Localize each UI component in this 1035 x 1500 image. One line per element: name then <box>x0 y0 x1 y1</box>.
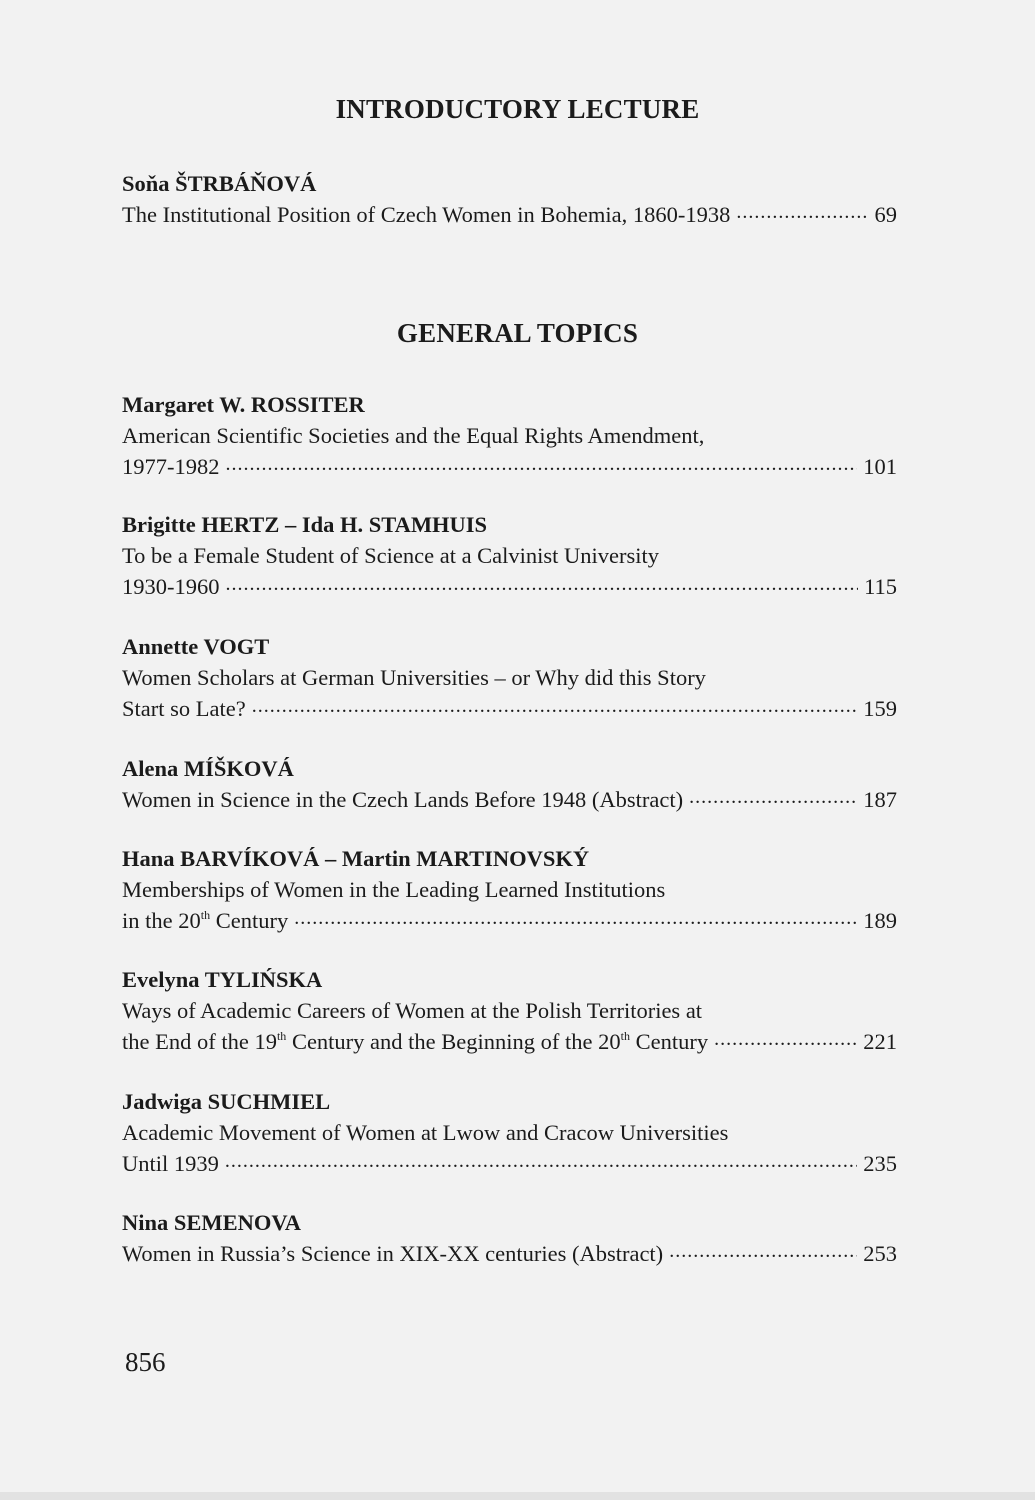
dot-leader <box>226 452 858 475</box>
entry-title-line: Until 1939 ..... 235 <box>122 1148 897 1179</box>
page-edge <box>0 1492 1035 1500</box>
entry-title-line: Academic Movement of Women at Lwow and Cracow Universities <box>122 1120 729 1145</box>
page-number: 856 <box>125 1347 166 1377</box>
entry-title-line: Women in Science in the Czech Lands Before 1948 (Abstract) ..... 187 <box>122 784 897 815</box>
dot-leader <box>669 1239 857 1262</box>
entry-author: Jadwiga SUCHMIEL <box>122 1089 331 1114</box>
entry-page-number: 69 <box>874 202 897 227</box>
toc-entry <box>122 753 897 815</box>
entry-author: Alena MÍŠKOVÁ <box>122 756 294 781</box>
entry-author: Margaret W. ROSSITER <box>122 392 365 417</box>
dot-leader <box>226 572 859 595</box>
toc-entry <box>122 168 897 230</box>
toc-entry <box>122 389 897 482</box>
entry-title-line: 1930-1960 ..... 115 <box>122 571 897 602</box>
entry-page-number: 221 <box>863 1029 897 1054</box>
entry-author: Nina SEMENOVA <box>122 1210 302 1235</box>
section-heading-general: GENERAL TOPICS <box>396 318 639 348</box>
toc-entry <box>122 1086 897 1179</box>
entry-title-line: Women Scholars at German Universities – or Why did this Story <box>122 665 706 690</box>
entry-title-line: the End of the 19th Century and the Beginning of the 20th Century ..... 221 <box>122 1026 897 1057</box>
dot-leader <box>252 694 858 717</box>
entry-title-line: Start so Late? ..... 159 <box>122 693 897 724</box>
entry-title-line: To be a Female Student of Science at a Calvinist University <box>122 543 660 568</box>
entry-page-number: 187 <box>863 787 897 812</box>
entry-title-line: in the 20th Century ..... 189 <box>122 905 897 936</box>
entry-author: Annette VOGT <box>122 634 270 659</box>
dot-leader <box>736 200 868 223</box>
dot-leader <box>714 1027 857 1050</box>
entry-title-line: Women in Russia’s Science in XIX-XX centuries (Abstract) ..... 253 <box>122 1238 897 1269</box>
entry-title-line: The Institutional Position of Czech Women in Bohemia, 1860-1938 ..... 69 <box>122 199 897 230</box>
entry-title-line: American Scientific Societies and the Equal Rights Amendment, <box>122 423 705 448</box>
dot-leader <box>689 785 857 808</box>
entry-title-line: Ways of Academic Careers of Women at the Polish Territories at <box>122 998 703 1023</box>
entry-page-number: 235 <box>863 1151 897 1176</box>
section-heading-introductory: INTRODUCTORY LECTURE <box>335 94 700 124</box>
entry-page-number: 101 <box>863 454 897 479</box>
entry-page-number: 189 <box>863 908 897 933</box>
entry-author: Soňa ŠTRBÁŇOVÁ <box>122 171 317 196</box>
entry-title-line: 1977-1982 ..... 101 <box>122 451 897 482</box>
toc-entry <box>122 509 897 602</box>
entry-page-number: 115 <box>864 574 897 599</box>
toc-entry <box>122 843 897 936</box>
entry-page-number: 159 <box>863 696 897 721</box>
entry-page-number: 253 <box>863 1241 897 1266</box>
toc-entry <box>122 1207 897 1269</box>
entry-author: Brigitte HERTZ – Ida H. STAMHUIS <box>122 512 488 537</box>
dot-leader <box>225 1149 857 1172</box>
toc-entry <box>122 631 897 724</box>
entry-author: Hana BARVÍKOVÁ – Martin MARTINOVSKÝ <box>122 846 590 871</box>
toc-entry <box>122 964 897 1057</box>
entry-title-line: Memberships of Women in the Leading Learned Institutions <box>122 877 666 902</box>
dot-leader <box>294 906 857 929</box>
entry-author: Evelyna TYLIŃSKA <box>122 967 323 992</box>
